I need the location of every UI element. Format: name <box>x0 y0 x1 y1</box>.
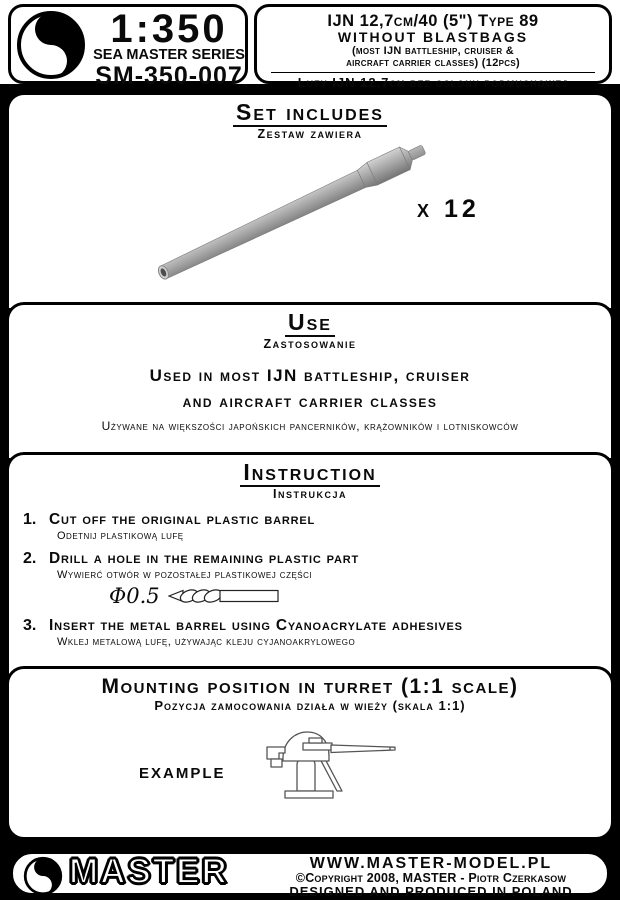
mounting-title-polish: Pozycja zamocowania działa w wieży (skala 1:1) <box>154 698 466 713</box>
use-title-polish: Zastosowanie <box>263 337 357 351</box>
step-3-number: 3. <box>23 617 37 634</box>
example-label: EXAMPLE <box>139 765 226 782</box>
website-url: WWW.MASTER-MODEL.PL <box>309 855 553 872</box>
drill-bit-drawing <box>168 588 280 604</box>
drill-diagram-row <box>109 583 611 609</box>
scale-label: 1:350 <box>110 7 228 51</box>
series-label: SEA MASTER SERIES <box>93 47 245 63</box>
section-mounting-position <box>6 666 614 840</box>
step-3-text-polish: Wklej metalową lufę, używając kleju cyjanoakrylowego <box>57 636 356 648</box>
step-2 <box>23 550 611 568</box>
step-1-text-polish: Odetnij plastikową lufę <box>57 530 184 542</box>
footer-brand-logotype: MASTER <box>69 852 229 891</box>
footer-plate <box>10 851 610 899</box>
use-description <box>9 363 611 415</box>
use-title: Use <box>285 310 335 337</box>
quantity-label: x 12 <box>417 195 480 223</box>
use-description-line2: and aircraft carrier classes <box>182 392 438 411</box>
step-1-number: 1. <box>23 511 37 528</box>
set-includes-title-polish: Zestaw zawiera <box>257 127 363 141</box>
title-divider <box>271 72 595 73</box>
instruction-title-polish: Instrukcja <box>273 487 347 501</box>
section-instruction <box>6 452 614 678</box>
product-code: SM-350-007 <box>95 62 243 90</box>
use-description-line1: Used in most IJN battleship, cruiser <box>149 366 471 385</box>
product-title-plate <box>254 4 612 90</box>
use-description-polish: Używane na większości japońskich pancerników, krążowników i lotniskowców <box>101 419 519 433</box>
product-title: IJN 12,7cm/40 (5") Type 89 <box>327 12 539 30</box>
mounting-title: Mounting position in turret (1:1 scale) <box>101 675 519 698</box>
master-swirl-logo-icon <box>23 856 63 896</box>
step-1 <box>23 511 611 529</box>
step-2-text: Drill a hole in the remaining plastic part <box>49 550 360 567</box>
step-3 <box>23 617 611 635</box>
metal-barrel-photo <box>89 125 469 300</box>
product-note-line2: aircraft carrier classes) (12pcs) <box>346 57 520 69</box>
section-set-includes <box>6 92 614 308</box>
instruction-title: Instruction <box>240 460 379 487</box>
drill-diameter-label: Φ0.5 <box>109 584 160 608</box>
product-title-polish: Lufy IJN 12,7cm bez osłony podmuchowej <box>297 75 569 90</box>
step-1-text: Cut off the original plastic barrel <box>49 511 316 528</box>
step-2-number: 2. <box>23 550 37 567</box>
step-3-text: Insert the metal barrel using Cyanoacrylate adhesives <box>49 617 463 634</box>
brand-plate <box>8 4 248 90</box>
footer-text <box>255 856 607 898</box>
instruction-steps <box>9 511 611 648</box>
section-use <box>6 302 614 458</box>
set-includes-title: Set includes <box>233 100 387 127</box>
product-subtitle: WITHOUT BLASTBAGS <box>337 29 529 45</box>
brand-text <box>91 7 247 90</box>
step-2-text-polish: Wywierć otwór w pozostałej plastikowej części <box>57 569 313 581</box>
product-note-line1: (most IJN battleship, cruiser & <box>351 45 515 57</box>
copyright-line: ©Copyright 2008, MASTER - Piotr Czerkasow <box>295 871 567 885</box>
master-swirl-logo-icon <box>15 9 87 81</box>
origin-line: DESIGNED AND PRODUCED IN POLAND <box>289 884 573 899</box>
turret-side-view-drawing <box>259 727 399 807</box>
